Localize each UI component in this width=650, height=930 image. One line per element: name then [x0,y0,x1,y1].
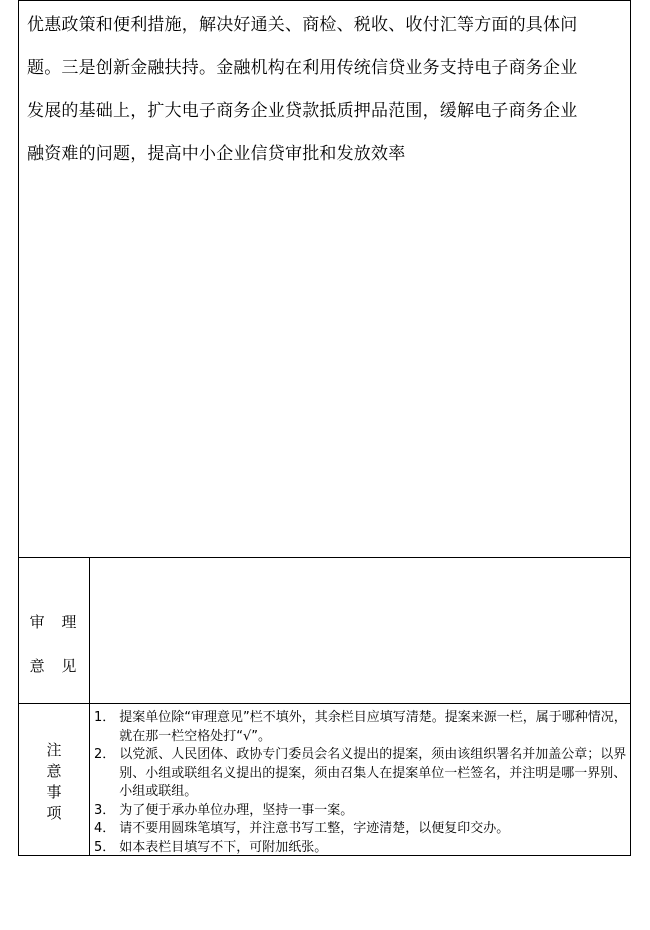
review-opinion-label [29,600,83,688]
note-item [94,802,628,821]
note-number: 5． [94,839,116,855]
notes-label-char: 意 [46,762,62,780]
review-opinion-label-cell [19,558,90,703]
notes-label-cell [19,704,90,855]
review-label-line: 审 理 [29,613,83,631]
note-text: 提案单位除“审理意见”栏不填外，其余栏目应填写清楚。提案来源一栏，属于哪种情况，就在那一栏空格处打“√”。 [119,710,627,744]
notes-label-char: 项 [46,804,62,822]
note-text: 为了便于承办单位办理，坚持一事一案。 [119,802,354,818]
proposal-form-table [18,0,631,856]
notes-content-cell [90,704,630,855]
note-number: 2． [94,747,116,762]
note-item [94,746,628,802]
notes-label [41,740,67,824]
note-number: 4． [94,821,116,836]
note-text: 以党派、人民团体、政协专门委员会名义提出的提案，须由该组织署名并加盖公章；以界别、小组或联组名义提出的提案，须由召集人在提案单位一栏签名，并注明是哪一界别、小组或联组。 [119,747,627,799]
note-number: 3． [94,802,116,818]
review-label-line: 意 见 [29,657,83,675]
notes-list [94,709,628,857]
content-line: 优惠政策和便利措施，解决好通关、商检、税收、收付汇等方面的具体问 [27,15,578,35]
note-text: 请不要用圆珠笔填写，并注意书写工整，字迹清楚，以便复印交办。 [119,821,510,836]
notes-label-char: 事 [46,783,62,801]
content-line: 发展的基础上，扩大电子商务企业贷款抵质押品范围，缓解电子商务企业 [27,101,578,121]
note-text: 如本表栏目填写不下，可附加纸张。 [119,839,328,855]
proposal-content-text [27,4,627,176]
note-item [94,709,628,746]
note-item [94,820,628,839]
review-opinion-row [19,558,630,704]
note-number: 1． [94,710,116,725]
proposal-content-cell [19,1,630,558]
review-opinion-field [90,558,630,703]
notes-row [19,704,630,855]
content-line: 融资难的问题，提高中小企业信贷审批和发放效率 [27,144,406,164]
notes-label-char: 注 [46,741,62,759]
note-item [94,839,628,858]
content-line: 题。三是创新金融扶持。金融机构在利用传统信贷业务支持电子商务企业 [27,58,578,78]
